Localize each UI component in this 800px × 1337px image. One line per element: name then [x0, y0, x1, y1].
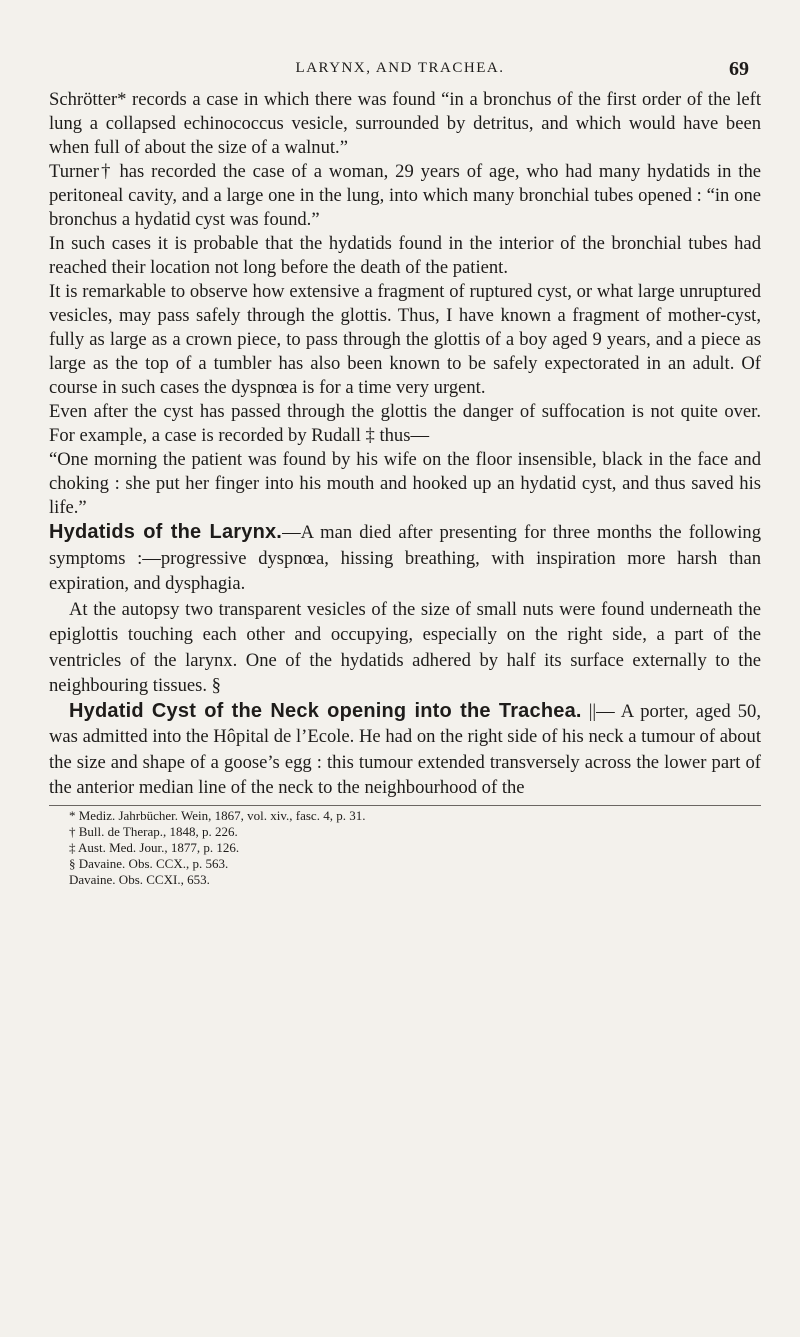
page-header — [0, 58, 800, 88]
footnote: § Davaine. Obs. CCX., p. 563. — [69, 855, 229, 871]
paragraph: In such cases it is probable that the hydatids found in the interior of the bronchial tubes had reached their location not long before the death of the patient. — [49, 233, 761, 278]
section-heading-larynx: Hydatids of the Larynx. — [49, 521, 283, 543]
section-heading-neck: Hydatid Cyst of the Neck opening into the Trachea. — [69, 699, 582, 722]
page-number: 69 — [729, 58, 749, 80]
page-body — [49, 88, 761, 888]
paragraph: Schrötter* records a case in which there was found “in a bronchus of the first order of the left lung a collapsed echinococcus vesicle, surrounded by detritus, and which would have been when full of about the size of a walnut.” — [49, 89, 761, 158]
paragraph — [49, 520, 761, 597]
paragraph-text: —A man died after presenting for three months the following symptoms :—progressive dyspnœa, hissing breathing, with inspiration more harsh than expiration, and dysphagia. — [49, 522, 761, 594]
footnote: ‡ Aust. Med. Jour., 1877, p. 126. — [69, 839, 240, 855]
paragraph-text: — A porter, aged 50, was admitted into the Hôpital de l’Ecole. He had on the right side of his neck a tumour of about the size and shape of a goose’s egg : this tumour extended transversely across the lower part of the anterior median line of the neck to the neighbourhood of the — [49, 700, 761, 798]
paragraph — [49, 699, 761, 801]
section-bronchus-cases — [49, 88, 761, 520]
section-larynx-neck — [49, 520, 761, 801]
footnote-mark: || — [581, 700, 597, 722]
footnotes — [49, 808, 761, 888]
footnote: * Mediz. Jahrbücher. Wein, 1867, vol. xiv., fasc. 4, p. 31. — [69, 807, 366, 823]
paragraph: It is remarkable to observe how extensive a fragment of ruptured cyst, or what large unruptured vesicles, may pass safely through the glottis. Thus, I have known a fragment of mother-cyst, fully as large as a crown piece, to pass through the glottis of a boy aged 9 years, and a piece as large as the top of a tumbler has also been known to be safely expectorated in an adult. Of course in such cases the dyspnœa is for a time very urgent. — [49, 281, 761, 398]
paragraph: At the autopsy two transparent vesicles of the size of small nuts were found underneath the epiglottis touching each other and occupying, especially on the right side, a part of the ventricles of the larynx. One of the hydatids adhered by half its surface externally to the neighbouring tissues. § — [49, 598, 761, 696]
running-head: LARYNX, AND TRACHEA. — [295, 60, 505, 76]
footnote: † Bull. de Therap., 1848, p. 226. — [69, 823, 238, 839]
paragraph: Even after the cyst has passed through the glottis the danger of suffocation is not quite over. For example, a case is recorded by Rudall ‡ thus— — [49, 401, 761, 446]
footnote-rule — [49, 805, 761, 806]
paragraph: “One morning the patient was found by his wife on the floor insensible, black in the face and choking : she put her finger into his mouth and hooked up an hydatid cyst, and thus saved his life.” — [49, 449, 761, 518]
paragraph: Turner† has recorded the case of a woman, 29 years of age, who had many hydatids in the peritoneal cavity, and a large one in the lung, into which many bronchial tubes opened : “in one bronchus a hydatid cyst was found.” — [49, 161, 761, 230]
footnote: Davaine. Obs. CCXI., 653. — [69, 871, 210, 887]
